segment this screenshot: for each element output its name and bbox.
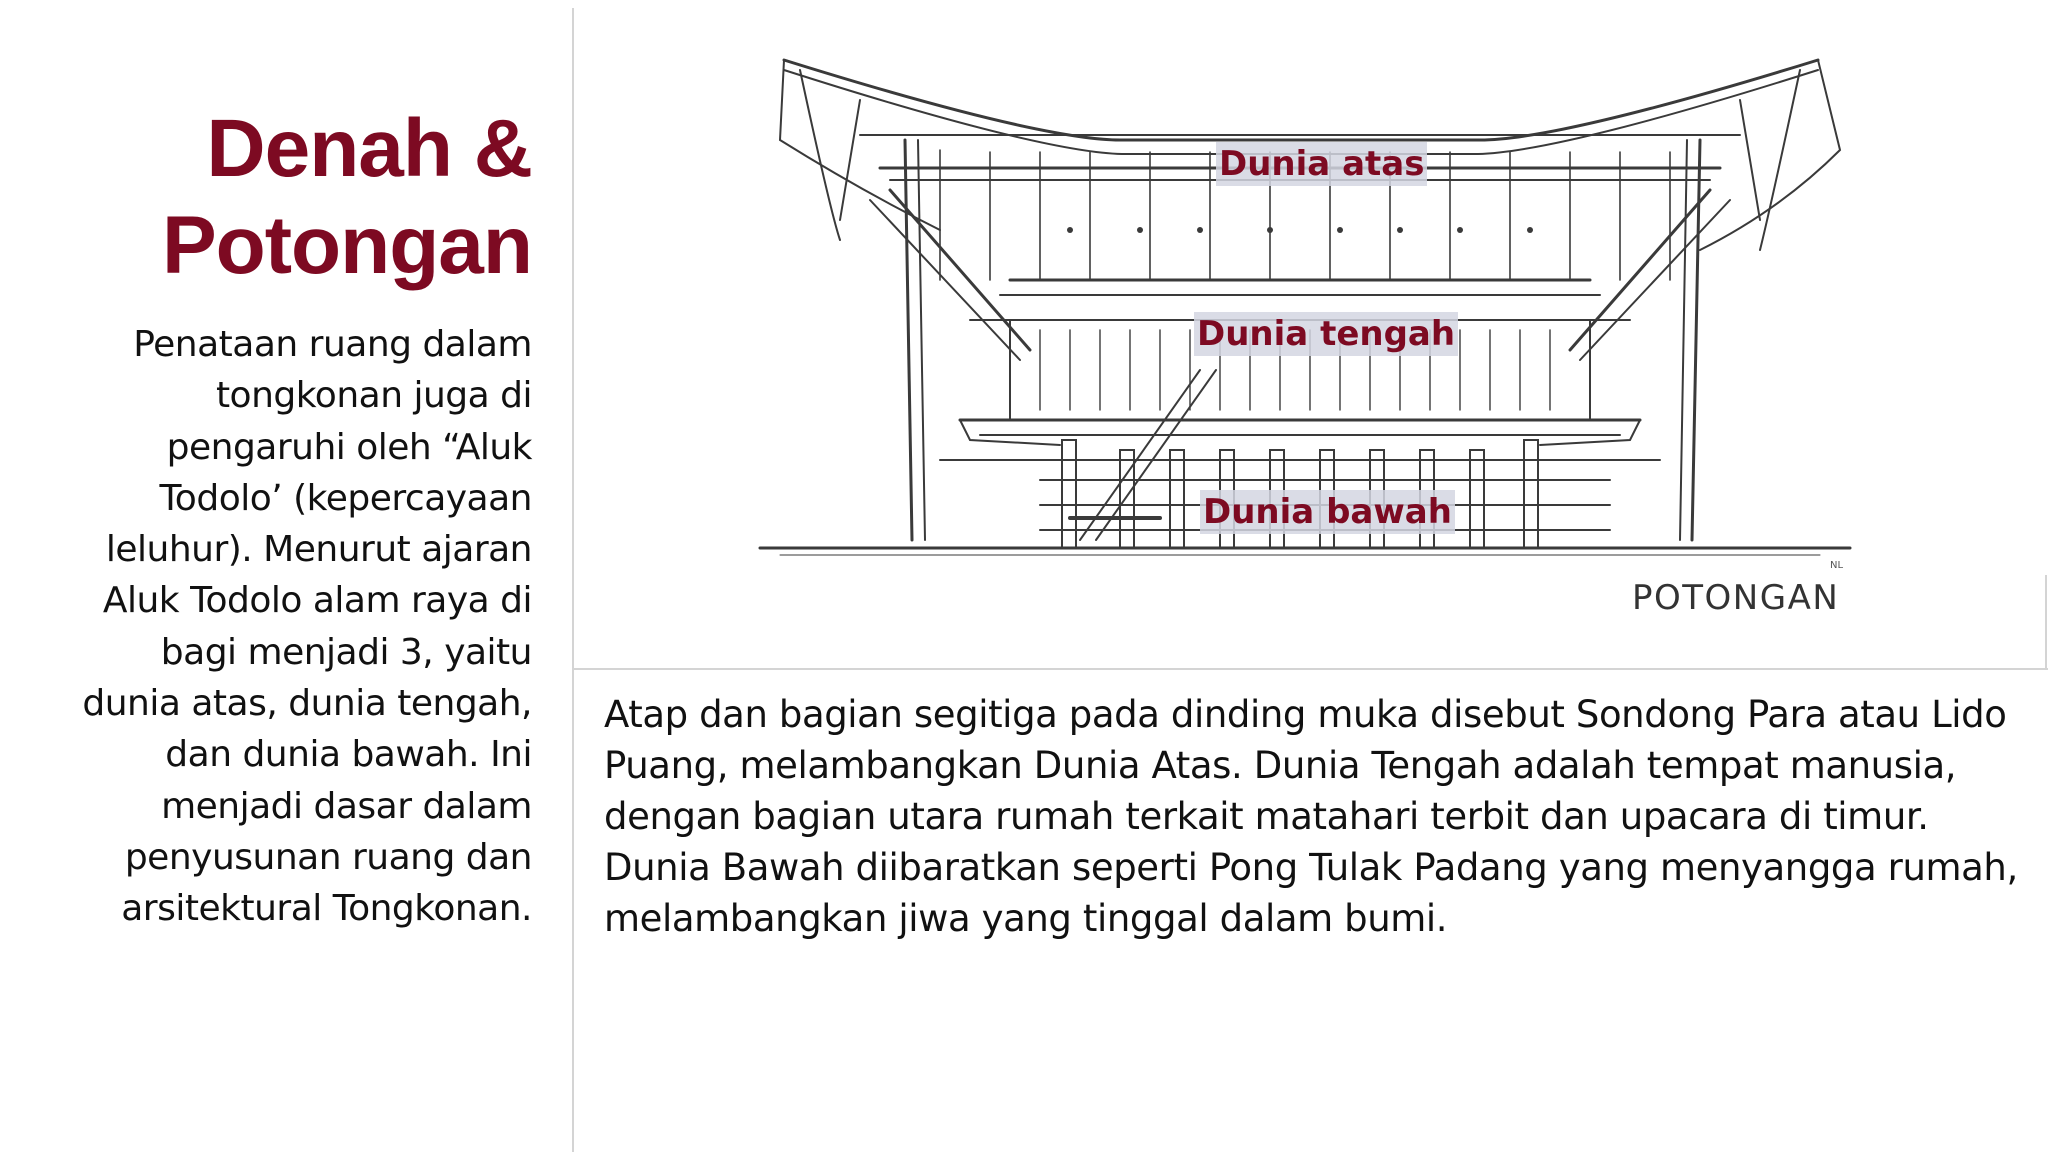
label-dunia-atas: Dunia atas — [1216, 142, 1427, 186]
explanation-paragraph: Atap dan bagian segitiga pada dinding muka disebut Sondong Para atau Lido Puang, melambangkan Dunia Atas. Dunia Tengah adalah tempat manusia, dengan bagian utara rumah terkait matahari terbit dan upacara di timur. Dunia Bawah diibaratkan seperti Pong Tulak Padang yang menyangga rumah, melambangkan jiwa yang tinggal dalam bumi. — [604, 693, 2018, 940]
label-dunia-bawah: Dunia bawah — [1200, 490, 1455, 534]
drawing-caption: POTONGAN — [1632, 578, 1840, 618]
svg-text:NL: NL — [1830, 560, 1844, 571]
horizontal-divider — [572, 668, 2048, 670]
cross-section-drawing — [740, 40, 1860, 640]
right-edge-divider — [2045, 575, 2047, 669]
intro-paragraph: Penataan ruang dalam tongkonan juga di pengaruhi oleh “Aluk Todolo’ (kepercayaan leluhur). Menurut ajaran Aluk Todolo alam raya di bagi menjadi 3, yaitu dunia atas, dunia tengah, dan dunia bawah. Ini menjadi dasar dalam penyusunan ruang dan arsitektural Tongkonan. — [82, 324, 532, 930]
vertical-divider — [572, 8, 574, 1152]
slide-title: Denah & Potongan — [161, 103, 532, 291]
label-dunia-tengah: Dunia tengah — [1194, 312, 1458, 356]
